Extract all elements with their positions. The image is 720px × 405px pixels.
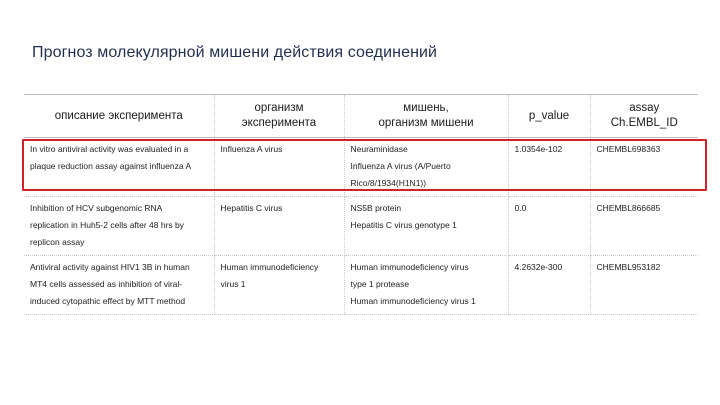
cell-target — [344, 256, 508, 315]
cell-description — [24, 197, 214, 256]
cell-assay-id: CHEMBL866685 — [590, 197, 698, 256]
cell-line: Influenza A virus — [220, 144, 283, 154]
header-line: описание эксперимента — [54, 109, 183, 122]
cell-line: Rico/8/1934(H1N1)) — [350, 178, 427, 188]
cell-line: Human immunodeficiency virus — [350, 262, 469, 272]
results-table — [24, 94, 698, 315]
page-title: Прогноз молекулярной мишени действия соединений — [32, 44, 438, 61]
results-table-container — [24, 94, 698, 315]
cell-line: MT4 cells assessed as inhibition of viral- — [30, 279, 183, 289]
table-row — [24, 138, 698, 197]
cell-line: Inhibition of HCV subgenomic RNA — [30, 203, 163, 213]
header-description — [24, 95, 214, 138]
cell-line: type 1 protease — [350, 279, 410, 289]
header-assay-id — [590, 95, 698, 138]
header-line: эксперимента — [241, 117, 317, 129]
cell-description — [24, 256, 214, 315]
header-line: организм мишени — [378, 117, 474, 129]
cell-target — [344, 197, 508, 256]
header-p-value — [508, 95, 590, 138]
cell-line: Human immunodeficiency — [220, 262, 319, 272]
table-header-row — [24, 95, 698, 138]
cell-line: Hepatitis C virus genotype 1 — [350, 220, 457, 230]
cell-line: Neuraminidase — [350, 144, 408, 154]
cell-p-value: 0.0 — [508, 197, 590, 256]
header-line: p_value — [528, 109, 570, 122]
table-row — [24, 256, 698, 315]
header-line: организм — [254, 102, 304, 114]
table-row — [24, 197, 698, 256]
cell-line: induced cytopathic effect by MTT method — [30, 296, 186, 306]
cell-line: Antiviral activity against HIV1 3B in human — [30, 262, 190, 272]
cell-organism — [214, 197, 344, 256]
cell-organism — [214, 256, 344, 315]
cell-line: plaque reduction assay against influenza A — [30, 161, 192, 171]
cell-assay-id: CHEMBL953182 — [590, 256, 698, 315]
cell-line: Hepatitis C virus — [220, 203, 283, 213]
header-line: assay — [629, 102, 660, 114]
cell-line: In vitro antiviral activity was evaluated in a — [30, 144, 189, 154]
cell-p-value: 4.2632e-300 — [508, 256, 590, 315]
cell-assay-id: CHEMBL698363 — [590, 138, 698, 197]
header-line: мишень, — [403, 102, 449, 114]
cell-line: replicon assay — [30, 237, 85, 247]
cell-target — [344, 138, 508, 197]
cell-description — [24, 138, 214, 197]
header-organism — [214, 95, 344, 138]
cell-line: Influenza A virus (A/Puerto — [350, 161, 451, 171]
cell-line: Human immunodeficiency virus 1 — [350, 296, 476, 306]
cell-p-value: 1.0354e-102 — [508, 138, 590, 197]
header-line: Ch.EMBL_ID — [610, 117, 678, 129]
header-target — [344, 95, 508, 138]
cell-organism — [214, 138, 344, 197]
cell-line: replication in Huh5-2 cells after 48 hrs by — [30, 220, 185, 230]
cell-line: NS5B protein — [350, 203, 402, 213]
cell-line: virus 1 — [220, 279, 246, 289]
